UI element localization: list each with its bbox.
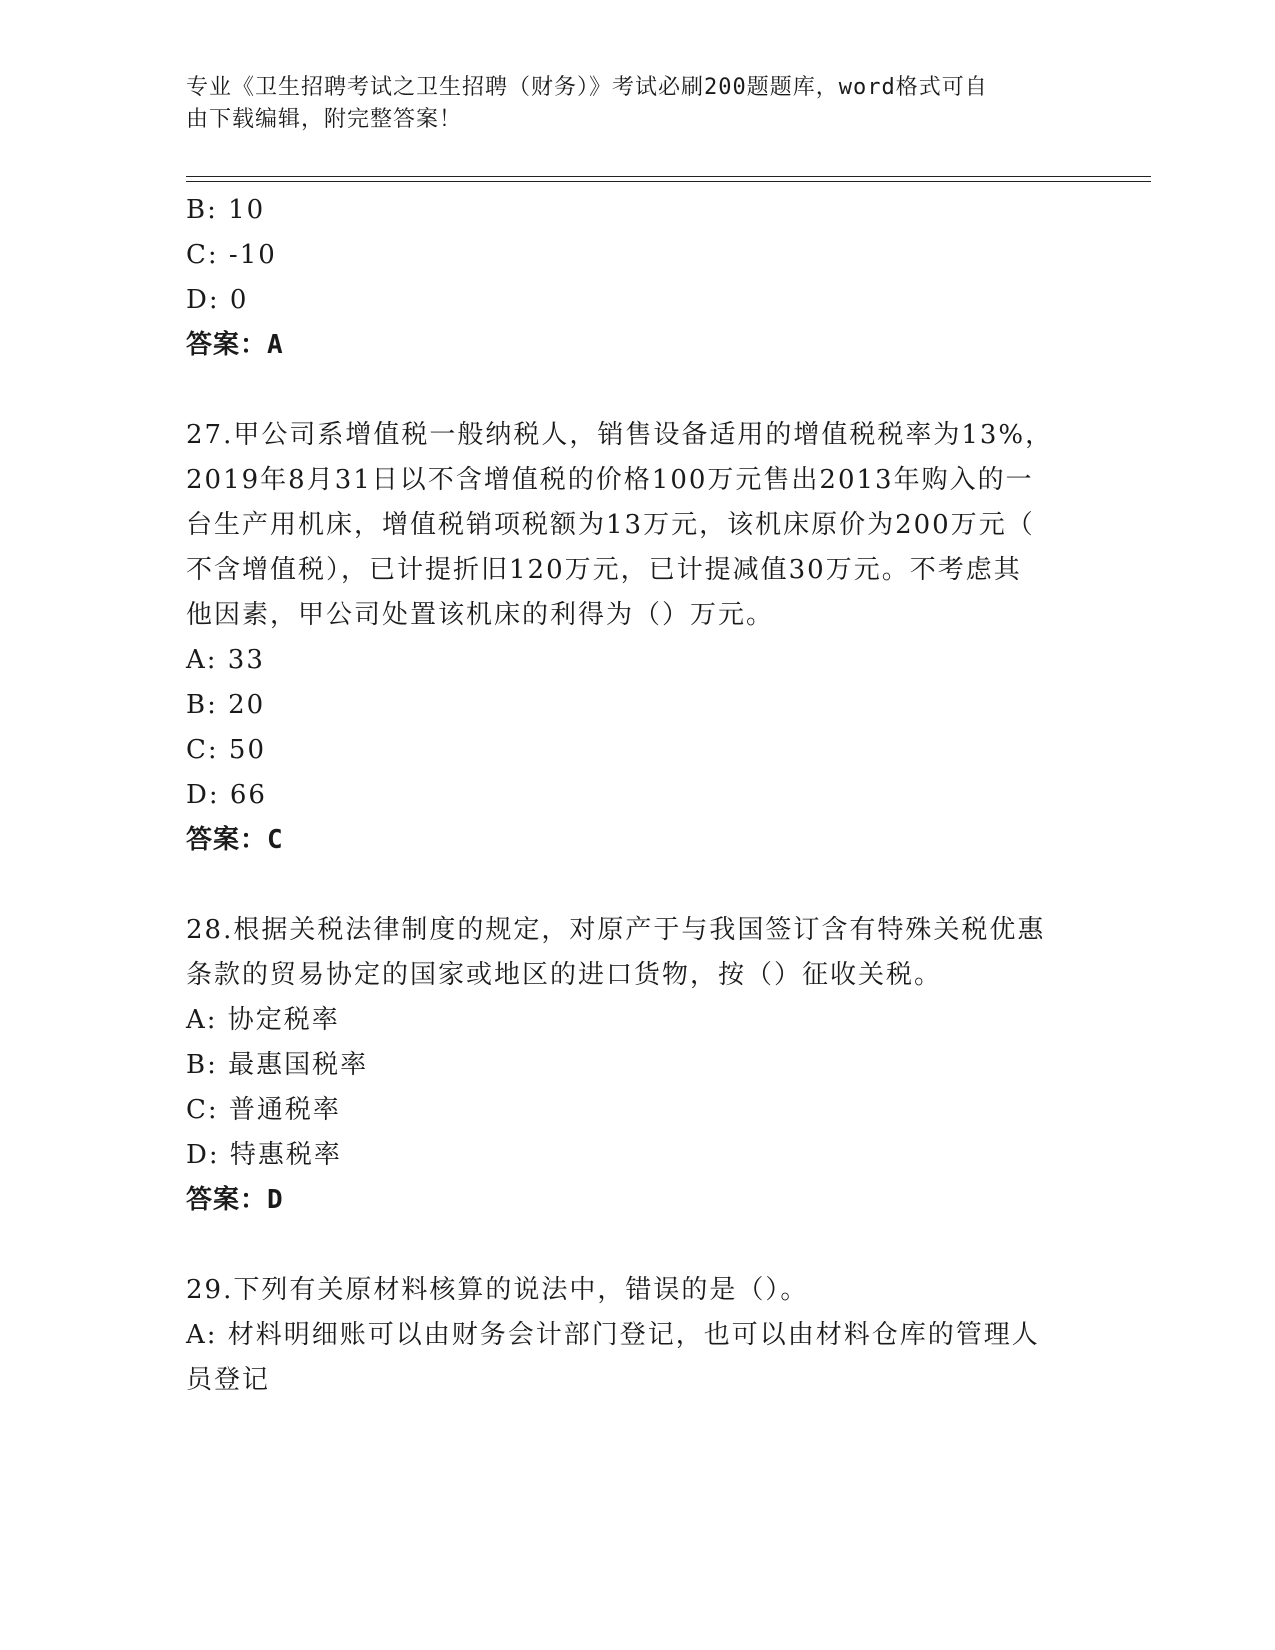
- stem-line: 不含增值税），已计提折旧120万元，已计提减值30万元。不考虑其: [186, 555, 1022, 585]
- header-line-2: 由下载编辑，附完整答案！: [186, 107, 463, 132]
- question-stem: [186, 1268, 1086, 1313]
- option-line: 员登记: [186, 1365, 271, 1395]
- option-c: C: -10: [186, 240, 277, 270]
- stem-line: 台生产用机床，增值税销项税额为13万元，该机床原价为200万元（: [186, 510, 1035, 540]
- answer-label: 答案：C: [186, 825, 284, 855]
- question-stem: [186, 908, 1086, 998]
- spacer: [186, 1223, 1086, 1268]
- spacer: [186, 863, 1086, 908]
- option-d: D: 0: [186, 285, 249, 315]
- stem-line: 条款的贸易协定的国家或地区的进口货物，按（）征收关税。: [186, 960, 943, 990]
- question-26-tail: [186, 188, 1086, 368]
- question-27: [186, 413, 1086, 863]
- spacer: [186, 368, 1086, 413]
- question-29: [186, 1268, 1086, 1403]
- document-header: [186, 72, 1066, 136]
- question-body: [186, 188, 1086, 1403]
- stem-line: 他因素，甲公司处置该机床的利得为（）万元。: [186, 600, 775, 630]
- header-line-1: 专业《卫生招聘考试之卫生招聘（财务）》考试必刷200题题库，word格式可自: [186, 75, 988, 100]
- stem-line: 2019年8月31日以不含增值税的价格100万元售出2013年购入的一: [186, 465, 1034, 495]
- option-d: D: 特惠税率: [186, 1140, 342, 1170]
- option-a: [186, 1313, 1086, 1403]
- header-rule-top: [186, 176, 1151, 177]
- answer-label: 答案：D: [186, 1185, 284, 1215]
- option-c: C: 普通税率: [186, 1095, 341, 1125]
- option-c: C: 50: [186, 735, 267, 765]
- answer-label: 答案：A: [186, 330, 284, 360]
- stem-line: 29.下列有关原材料核算的说法中，错误的是（）。: [186, 1275, 809, 1305]
- question-stem: [186, 413, 1086, 638]
- header-rule-bottom: [186, 181, 1151, 182]
- question-28: [186, 908, 1086, 1223]
- option-b: B: 最惠国税率: [186, 1050, 369, 1080]
- option-line: A: 材料明细账可以由财务会计部门登记，也可以由材料仓库的管理人: [186, 1320, 1040, 1350]
- stem-line: 28.根据关税法律制度的规定，对原产于与我国签订含有特殊关税优惠: [186, 915, 1046, 945]
- option-a: A: 33: [186, 645, 265, 675]
- option-a: A: 协定税率: [186, 1005, 340, 1035]
- option-b: B: 10: [186, 195, 266, 225]
- option-b: B: 20: [186, 690, 266, 720]
- option-d: D: 66: [186, 780, 267, 810]
- stem-line: 27.甲公司系增值税一般纳税人，销售设备适用的增值税税率为13%，: [186, 420, 1054, 450]
